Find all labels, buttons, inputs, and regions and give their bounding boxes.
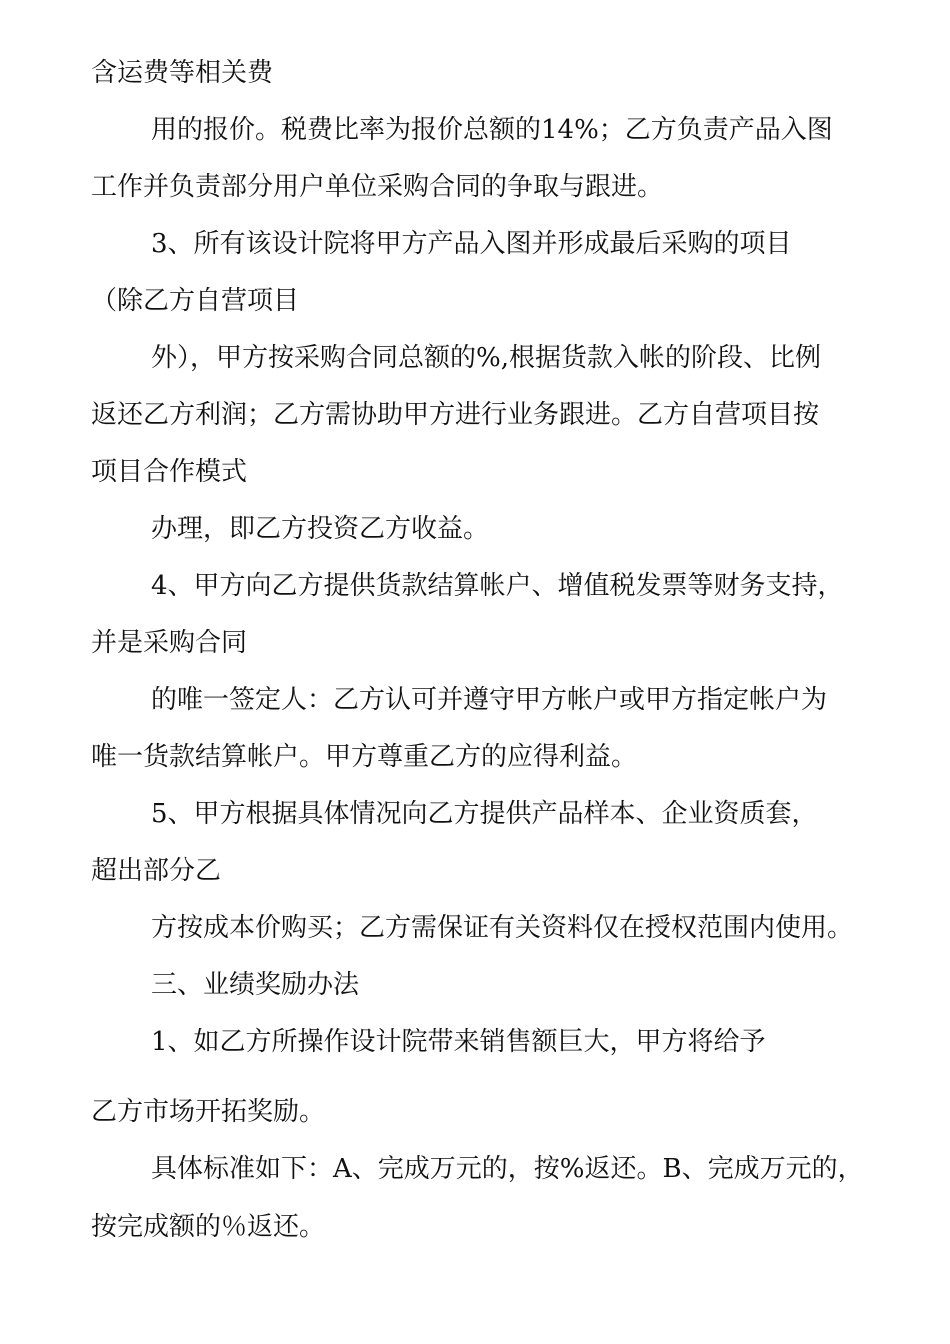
text-line: 项目合作模式: [91, 457, 248, 487]
text-line: （除乙方自营项目: [91, 286, 300, 316]
clause-1-line: 1、如乙方所操作设计院带来销售额巨大，甲方将给予: [151, 1027, 766, 1057]
text-line: 含运费等相关费: [91, 58, 274, 88]
clause-4-line: 4、甲方向乙方提供货款结算帐户、增值税发票等财务支持，: [151, 571, 844, 601]
text-line: 按完成额的％返还。: [91, 1212, 326, 1242]
text-line: 具体标准如下：A、完成万元的，按%返还。B、完成万元的，: [151, 1154, 864, 1184]
clause-5-line: 5、甲方根据具体情况向乙方提供产品样本、企业资质套，: [151, 799, 818, 829]
text-line: 的唯一签定人：乙方认可并遵守甲方帐户或甲方指定帐户为: [151, 685, 828, 715]
text-line: 办理，即乙方投资乙方收益。: [151, 514, 490, 544]
text-line: 方按成本价购买；乙方需保证有关资料仅在授权范围内使用。: [151, 913, 854, 943]
text-line: 唯一货款结算帐户。甲方尊重乙方的应得利益。: [91, 742, 638, 772]
section-heading: 三、业绩奖励办法: [151, 970, 360, 1000]
text-line: 乙方市场开拓奖励。: [91, 1097, 326, 1127]
text-line: 并是采购合同: [91, 628, 248, 658]
clause-3-line: 3、所有该设计院将甲方产品入图并形成最后采购的项目: [151, 229, 792, 259]
text-line: 超出部分乙: [91, 856, 222, 886]
text-line: 外），甲方按采购合同总额的%,根据货款入帐的阶段、比例: [151, 343, 821, 373]
text-line: 用的报价。税费比率为报价总额的14%；乙方负责产品入图: [151, 115, 833, 145]
text-line: 工作并负责部分用户单位采购合同的争取与跟进。: [91, 172, 664, 202]
text-line: 返还乙方利润；乙方需协助甲方进行业务跟进。乙方自营项目按: [91, 400, 820, 430]
